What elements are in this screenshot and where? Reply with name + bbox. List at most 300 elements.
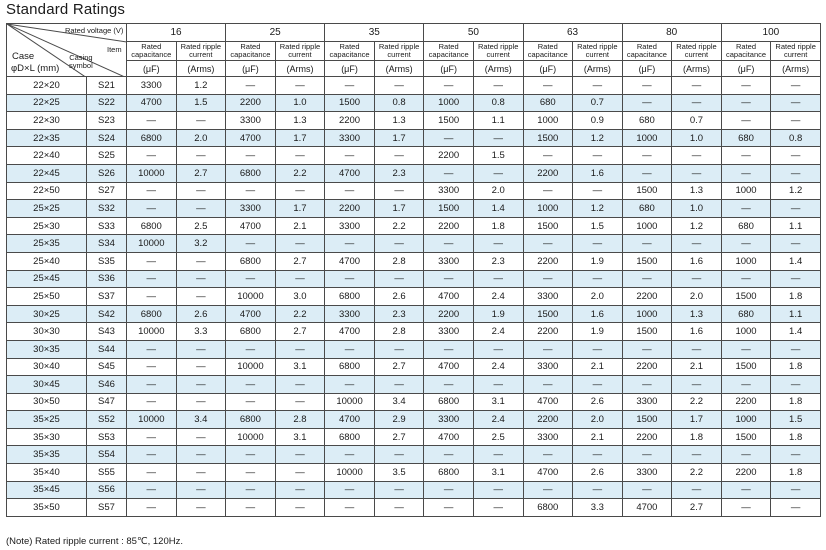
ripple-current-cell: 1.9 (573, 252, 623, 270)
capacitance-cell: 2200 (523, 164, 573, 182)
capacitance-cell: — (127, 499, 177, 517)
ripple-current-cell: — (771, 499, 821, 517)
ripple-current-cell: 3.1 (275, 428, 325, 446)
ripple-current-cell: — (672, 235, 722, 253)
ripple-current-cell: — (374, 340, 424, 358)
capacitance-cell: 2200 (226, 94, 276, 112)
capacitance-cell: — (127, 270, 177, 288)
capacitance-cell: 2200 (523, 411, 573, 429)
capacitance-cell: — (721, 340, 771, 358)
capacitance-cell: 680 (721, 129, 771, 147)
capacitance-cell: 6800 (127, 305, 177, 323)
ratings-body (7, 77, 821, 517)
ripple-current-cell: — (176, 252, 226, 270)
capacitance-cell: — (127, 481, 177, 499)
rated-capacitance-header: Rated capacitance (226, 42, 276, 61)
ripple-current-cell: 0.8 (473, 94, 523, 112)
ripple-current-cell: 2.5 (176, 217, 226, 235)
ripple-current-cell: 3.0 (275, 288, 325, 306)
ripple-current-cell: — (573, 270, 623, 288)
case-size-cell: 35×50 (7, 499, 87, 517)
capacitance-cell: — (523, 182, 573, 200)
capacitance-cell: 3300 (424, 182, 474, 200)
table-row (7, 323, 821, 341)
ripple-current-cell: 2.7 (374, 428, 424, 446)
ripple-current-cell: 1.1 (771, 217, 821, 235)
table-row (7, 393, 821, 411)
ripple-current-cell: 2.3 (473, 252, 523, 270)
rated-ripple-current-header: Rated ripple current (374, 42, 424, 61)
capacitance-cell: — (523, 340, 573, 358)
case-size-cell: 25×40 (7, 252, 87, 270)
ripple-current-cell: — (573, 235, 623, 253)
capacitance-cell: 10000 (325, 464, 375, 482)
capacitance-cell: — (622, 77, 672, 95)
capacitance-cell: 1500 (622, 323, 672, 341)
table-row (7, 340, 821, 358)
capacitance-cell: 10000 (325, 393, 375, 411)
capacitance-cell: 680 (721, 217, 771, 235)
case-size-cell: 25×30 (7, 217, 87, 235)
ripple-current-cell: 1.8 (771, 288, 821, 306)
case-size-cell: 22×50 (7, 182, 87, 200)
capacitance-cell: 2200 (424, 217, 474, 235)
casing-symbol-cell: S56 (87, 481, 127, 499)
case-size-cell: 30×50 (7, 393, 87, 411)
capacitance-cell: — (226, 235, 276, 253)
ripple-current-cell: 1.6 (672, 323, 722, 341)
capacitance-cell: 6800 (127, 217, 177, 235)
capacitance-cell: — (127, 358, 177, 376)
ripple-current-cell: — (275, 464, 325, 482)
capacitance-cell: 3300 (424, 323, 474, 341)
capacitance-cell: 1500 (523, 305, 573, 323)
table-row (7, 200, 821, 218)
casing-symbol-cell: S21 (87, 77, 127, 95)
rated-capacitance-header: Rated capacitance (622, 42, 672, 61)
ripple-current-cell: 2.0 (672, 288, 722, 306)
voltage-header-16: 16 (127, 24, 226, 42)
ripple-unit: (Arms) (275, 61, 325, 77)
capacitance-cell: — (127, 288, 177, 306)
capacitance-cell: 3300 (226, 200, 276, 218)
ripple-current-cell: 2.7 (176, 164, 226, 182)
voltage-header-row (7, 24, 821, 42)
voltage-header-100: 100 (721, 24, 820, 42)
capacitance-cell: 2200 (523, 323, 573, 341)
casing-symbol-cell: S57 (87, 499, 127, 517)
capacitance-cell: — (424, 164, 474, 182)
capacitance-cell: 4700 (325, 164, 375, 182)
table-row (7, 129, 821, 147)
capacitance-cell: 3300 (424, 411, 474, 429)
capacitance-unit: (μF) (523, 61, 573, 77)
rated-capacitance-header: Rated capacitance (325, 42, 375, 61)
casing-symbol-cell: S27 (87, 182, 127, 200)
ripple-current-cell: 2.6 (573, 464, 623, 482)
ripple-current-cell: — (275, 235, 325, 253)
ripple-current-cell: 2.5 (473, 428, 523, 446)
capacitance-cell: 1000 (622, 217, 672, 235)
ripple-current-cell: 1.6 (573, 305, 623, 323)
capacitance-cell: 6800 (325, 428, 375, 446)
capacitance-cell: 1000 (721, 182, 771, 200)
capacitance-cell: 6800 (127, 129, 177, 147)
unit-header-row (7, 61, 821, 77)
ripple-current-cell: — (672, 376, 722, 394)
table-row (7, 112, 821, 130)
ripple-current-cell: 1.9 (473, 305, 523, 323)
casing-symbol-cell: S23 (87, 112, 127, 130)
table-row (7, 270, 821, 288)
capacitance-cell: — (325, 270, 375, 288)
ripple-current-cell: 1.4 (771, 323, 821, 341)
ripple-current-cell: — (573, 182, 623, 200)
rated-voltage-label: Rated voltage (V) (65, 26, 124, 35)
capacitance-cell: 2200 (721, 393, 771, 411)
capacitance-cell: 1500 (721, 358, 771, 376)
capacitance-cell: — (721, 147, 771, 165)
capacitance-cell: — (127, 182, 177, 200)
ripple-unit: (Arms) (672, 61, 722, 77)
capacitance-cell: 3300 (127, 77, 177, 95)
ripple-current-cell: 2.1 (275, 217, 325, 235)
capacitance-cell: 2200 (622, 358, 672, 376)
capacitance-cell: — (721, 77, 771, 95)
capacitance-cell: 1000 (721, 323, 771, 341)
ripple-unit: (Arms) (573, 61, 623, 77)
capacitance-cell: — (424, 376, 474, 394)
ripple-unit: (Arms) (374, 61, 424, 77)
ripple-current-cell: 1.2 (771, 182, 821, 200)
casing-symbol-cell: S26 (87, 164, 127, 182)
ripple-current-cell: 2.1 (573, 428, 623, 446)
ripple-unit: (Arms) (771, 61, 821, 77)
capacitance-cell: — (226, 270, 276, 288)
ripple-current-cell: — (374, 77, 424, 95)
ripple-current-cell: 2.4 (473, 323, 523, 341)
capacitance-cell: — (226, 182, 276, 200)
table-row (7, 481, 821, 499)
capacitance-cell: — (325, 499, 375, 517)
capacitance-cell: 6800 (226, 164, 276, 182)
capacitance-cell: — (721, 499, 771, 517)
ripple-current-cell: 2.8 (374, 252, 424, 270)
ripple-current-cell: — (473, 376, 523, 394)
ripple-current-cell: — (672, 340, 722, 358)
ripple-current-cell: 0.8 (771, 129, 821, 147)
capacitance-cell: — (226, 481, 276, 499)
capacitance-cell: 4700 (523, 393, 573, 411)
case-size-cell: 25×45 (7, 270, 87, 288)
ripple-current-cell: — (573, 481, 623, 499)
ripple-current-cell: 3.3 (573, 499, 623, 517)
table-row (7, 464, 821, 482)
capacitance-cell: — (325, 481, 375, 499)
ripple-current-cell: — (672, 147, 722, 165)
capacitance-cell: 2200 (325, 200, 375, 218)
capacitance-cell: 2200 (622, 288, 672, 306)
capacitance-cell: 6800 (226, 252, 276, 270)
capacitance-cell: — (523, 270, 573, 288)
table-row (7, 182, 821, 200)
ripple-current-cell: — (275, 499, 325, 517)
table-row (7, 305, 821, 323)
casing-symbol-cell: S36 (87, 270, 127, 288)
rated-ripple-current-header: Rated ripple current (473, 42, 523, 61)
capacitance-cell: — (127, 464, 177, 482)
capacitance-cell: — (523, 376, 573, 394)
casing-symbol-cell: S45 (87, 358, 127, 376)
capacitance-cell: — (523, 235, 573, 253)
capacitance-cell: 2200 (424, 147, 474, 165)
ripple-current-cell: 1.0 (672, 129, 722, 147)
capacitance-cell: 3300 (523, 358, 573, 376)
ripple-current-cell: 2.6 (573, 393, 623, 411)
capacitance-cell: — (424, 340, 474, 358)
size-label: φD×L (mm) (11, 63, 60, 74)
ripple-current-cell: 3.1 (473, 393, 523, 411)
table-row (7, 217, 821, 235)
ripple-current-cell: — (473, 499, 523, 517)
capacitance-cell: 3300 (325, 129, 375, 147)
capacitance-cell: — (127, 376, 177, 394)
capacitance-cell: — (622, 340, 672, 358)
capacitance-cell: 6800 (325, 288, 375, 306)
ripple-current-cell: — (275, 393, 325, 411)
capacitance-cell: — (721, 270, 771, 288)
ripple-current-cell: 2.1 (672, 358, 722, 376)
casing-symbol-cell: S52 (87, 411, 127, 429)
capacitance-cell: — (226, 147, 276, 165)
capacitance-cell: 1500 (721, 428, 771, 446)
capacitance-cell: — (721, 481, 771, 499)
capacitance-cell: — (721, 235, 771, 253)
ripple-current-cell: — (176, 112, 226, 130)
table-row (7, 288, 821, 306)
ripple-current-cell: — (771, 235, 821, 253)
case-size-cell: 30×25 (7, 305, 87, 323)
ripple-current-cell: 0.7 (573, 94, 623, 112)
ripple-current-cell: — (176, 499, 226, 517)
ripple-current-cell: 1.3 (275, 112, 325, 130)
table-row (7, 164, 821, 182)
capacitance-cell: 3300 (622, 393, 672, 411)
ripple-current-cell: 3.4 (176, 411, 226, 429)
capacitance-cell: 4700 (325, 323, 375, 341)
ripple-current-cell: — (473, 164, 523, 182)
voltage-header-25: 25 (226, 24, 325, 42)
case-size-cell: 35×40 (7, 464, 87, 482)
capacitance-cell: 4700 (325, 411, 375, 429)
ripple-current-cell: — (176, 358, 226, 376)
capacitance-cell: 4700 (523, 464, 573, 482)
ripple-current-cell: 2.4 (473, 288, 523, 306)
ripple-current-cell: 1.8 (771, 464, 821, 482)
capacitance-cell: 10000 (127, 164, 177, 182)
ripple-current-cell: — (771, 200, 821, 218)
capacitance-cell: 4700 (226, 217, 276, 235)
case-size-cell: 35×45 (7, 481, 87, 499)
capacitance-cell: 6800 (325, 358, 375, 376)
capacitance-cell: 4700 (622, 499, 672, 517)
capacitance-cell: 680 (622, 112, 672, 130)
table-row (7, 446, 821, 464)
case-size-cell: 30×45 (7, 376, 87, 394)
ripple-current-cell: — (275, 446, 325, 464)
capacitance-cell: 4700 (325, 252, 375, 270)
ripple-current-cell: — (771, 340, 821, 358)
ripple-current-cell: 1.6 (573, 164, 623, 182)
ripple-current-cell: 1.9 (573, 323, 623, 341)
casing-symbol-cell: S37 (87, 288, 127, 306)
case-label: Case (12, 51, 35, 62)
table-row (7, 499, 821, 517)
capacitance-cell: 4700 (226, 129, 276, 147)
ripple-current-cell: — (275, 481, 325, 499)
ripple-unit: (Arms) (473, 61, 523, 77)
ripple-current-cell: — (771, 376, 821, 394)
case-size-cell: 35×35 (7, 446, 87, 464)
ripple-current-cell: 3.1 (275, 358, 325, 376)
rated-ripple-current-header: Rated ripple current (771, 42, 821, 61)
case-size-cell: 22×30 (7, 112, 87, 130)
ripple-current-cell: 2.2 (275, 305, 325, 323)
capacitance-cell: — (721, 446, 771, 464)
capacitance-cell: — (325, 235, 375, 253)
capacitance-cell: — (226, 464, 276, 482)
ripple-current-cell: 2.4 (473, 358, 523, 376)
ripple-current-cell: — (374, 376, 424, 394)
casing-symbol-cell: S47 (87, 393, 127, 411)
capacitance-cell: — (226, 376, 276, 394)
ripple-current-cell: — (176, 481, 226, 499)
ripple-current-cell: — (176, 446, 226, 464)
table-row (7, 411, 821, 429)
capacitance-cell: 1000 (622, 305, 672, 323)
item-label: Item (107, 45, 122, 54)
ripple-current-cell: — (771, 270, 821, 288)
capacitance-cell: — (226, 77, 276, 95)
casing-symbol-cell: S32 (87, 200, 127, 218)
footnote: (Note) Rated ripple current : 85℃, 120Hz. (6, 536, 183, 547)
casing-symbol-cell: S35 (87, 252, 127, 270)
capacitance-cell: 3300 (325, 305, 375, 323)
ripple-current-cell: 3.2 (176, 235, 226, 253)
capacitance-cell: 2200 (523, 252, 573, 270)
capacitance-cell: — (721, 94, 771, 112)
ripple-current-cell: 2.7 (275, 323, 325, 341)
ripple-current-cell: — (672, 77, 722, 95)
ripple-current-cell: 2.7 (672, 499, 722, 517)
ripple-current-cell: — (176, 288, 226, 306)
capacitance-cell: 10000 (127, 323, 177, 341)
capacitance-cell: — (127, 112, 177, 130)
rated-ripple-current-header: Rated ripple current (672, 42, 722, 61)
casing-symbol-cell: S25 (87, 147, 127, 165)
capacitance-cell: — (622, 147, 672, 165)
capacitance-cell: — (721, 200, 771, 218)
ripple-current-cell: — (473, 235, 523, 253)
ripple-current-cell: — (275, 147, 325, 165)
case-size-cell: 30×30 (7, 323, 87, 341)
capacitance-cell: 4700 (424, 358, 474, 376)
rated-capacitance-header: Rated capacitance (127, 42, 177, 61)
capacitance-cell: — (523, 77, 573, 95)
casing-symbol-cell: S54 (87, 446, 127, 464)
ripple-current-cell: 1.8 (771, 428, 821, 446)
voltage-header-35: 35 (325, 24, 424, 42)
ripple-current-cell: 2.4 (473, 411, 523, 429)
ripple-current-cell: — (771, 481, 821, 499)
ripple-current-cell: 1.4 (771, 252, 821, 270)
case-size-cell: 35×25 (7, 411, 87, 429)
ripple-current-cell: 2.0 (573, 288, 623, 306)
ripple-current-cell: — (176, 393, 226, 411)
capacitance-cell: — (127, 393, 177, 411)
capacitance-cell: 10000 (127, 235, 177, 253)
ripple-current-cell: — (573, 376, 623, 394)
ripple-current-cell: 2.1 (573, 358, 623, 376)
capacitance-cell: — (523, 446, 573, 464)
casing-symbol-cell: S46 (87, 376, 127, 394)
ripple-current-cell: — (473, 270, 523, 288)
page-title: Standard Ratings (6, 1, 126, 18)
capacitance-cell: — (721, 376, 771, 394)
case-size-cell: 30×35 (7, 340, 87, 358)
ripple-current-cell: 2.6 (176, 305, 226, 323)
ripple-current-cell: — (771, 147, 821, 165)
capacitance-cell: — (226, 393, 276, 411)
ripple-current-cell: — (374, 147, 424, 165)
ripple-current-cell: 1.0 (672, 200, 722, 218)
ripple-current-cell: — (176, 147, 226, 165)
capacitance-cell: 10000 (226, 288, 276, 306)
capacitance-unit: (μF) (622, 61, 672, 77)
ripple-current-cell: — (672, 164, 722, 182)
rated-capacitance-header: Rated capacitance (721, 42, 771, 61)
ripple-current-cell: 1.5 (473, 147, 523, 165)
capacitance-cell: 4700 (226, 305, 276, 323)
ripple-current-cell: — (771, 112, 821, 130)
ripple-current-cell: 1.0 (275, 94, 325, 112)
ripple-current-cell: — (771, 77, 821, 95)
ripple-current-cell: 1.8 (771, 358, 821, 376)
capacitance-unit: (μF) (721, 61, 771, 77)
ripple-current-cell: 3.4 (374, 393, 424, 411)
capacitance-cell: — (424, 499, 474, 517)
ripple-current-cell: — (473, 481, 523, 499)
ripple-current-cell: 1.7 (374, 200, 424, 218)
capacitance-cell: — (325, 340, 375, 358)
ripple-current-cell: — (176, 340, 226, 358)
capacitance-cell: 2200 (721, 464, 771, 482)
capacitance-unit: (μF) (127, 61, 177, 77)
capacitance-cell: — (424, 481, 474, 499)
ripple-current-cell: 1.1 (771, 305, 821, 323)
ripple-unit: (Arms) (176, 61, 226, 77)
voltage-header-63: 63 (523, 24, 622, 42)
casing-symbol-cell: S43 (87, 323, 127, 341)
ripple-current-cell: — (176, 270, 226, 288)
capacitance-cell: 1000 (721, 252, 771, 270)
capacitance-cell: — (127, 428, 177, 446)
capacitance-cell: 10000 (226, 428, 276, 446)
rated-capacitance-header: Rated capacitance (523, 42, 573, 61)
ripple-current-cell: 3.5 (374, 464, 424, 482)
capacitance-cell: — (226, 499, 276, 517)
ripple-current-cell: 2.6 (374, 288, 424, 306)
